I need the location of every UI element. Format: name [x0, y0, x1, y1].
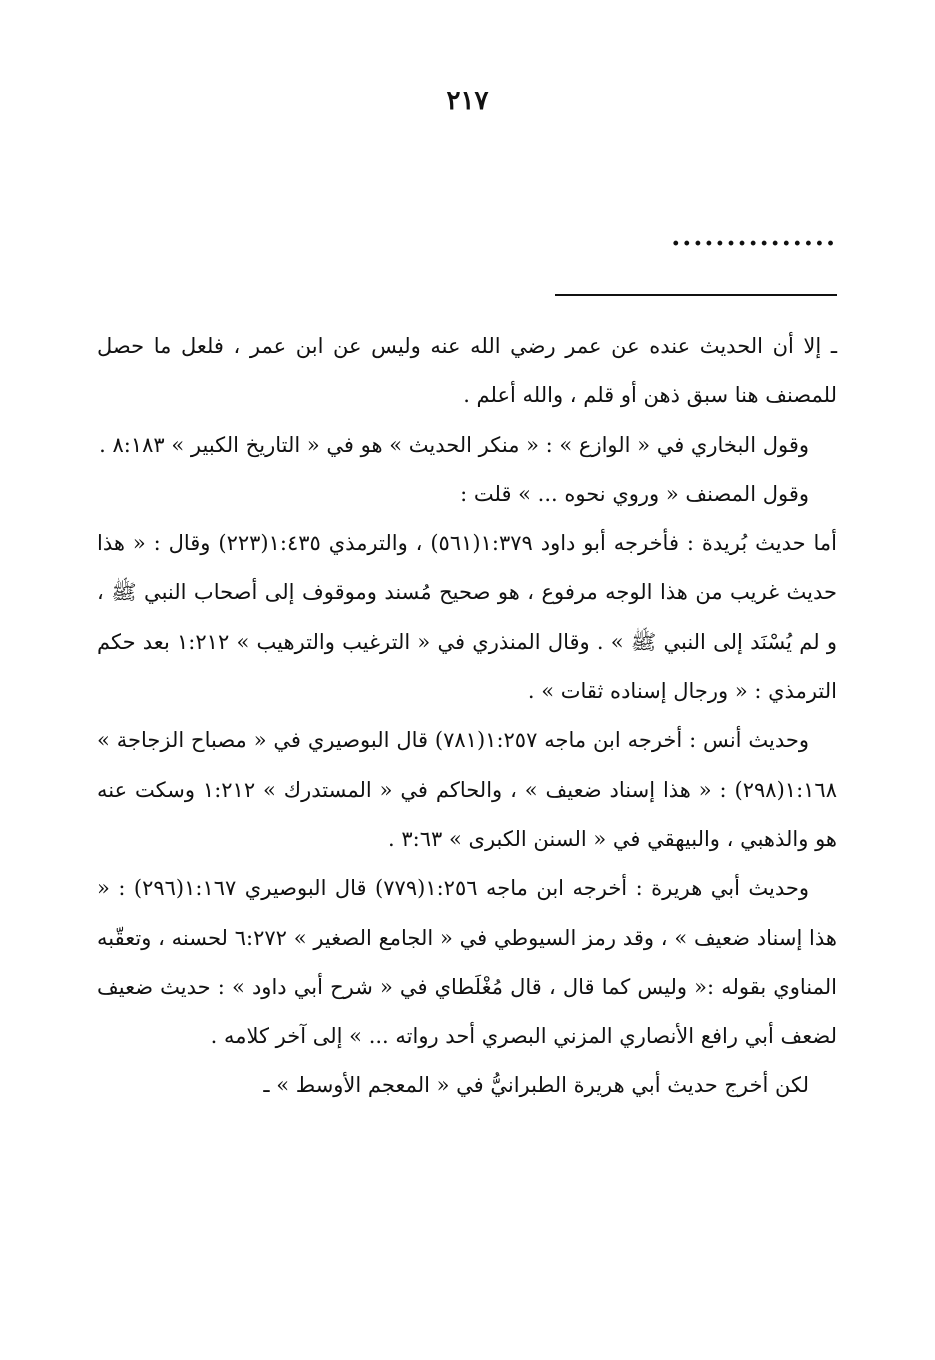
paragraph-bukhari: وقول البخاري في « الوازع » : « منكر الحديث » هو في « التاريخ الكبير » ٨:١٨٣ .: [99, 432, 809, 457]
paragraph-abu-hurayra: وحديث أبي هريرة : أخرجه ابن ماجه ١:٢٥٦(٧٧٩) قال البوصيري ١:١٦٧(٢٩٦) : « هذا إسناد ضعيف » ، وقد رمز السيوطي في « الجامع الصغير » ٦:٢٧٢ لحسنه ، وتعقّبه المناوي بقوله :« وليس كما قال ، قال مُغْلَطاي في « شرح أبي داود » : حديث ضعيف لضعف أبي رافع الأنصاري المزني البصري أحد رواته ... » إلى آخر كلامه .: [97, 876, 837, 1049]
footnote-separator-line: [555, 294, 837, 296]
paragraph-anas: وحديث أنس : أخرجه ابن ماجه ١:٢٥٧(٧٨١) قال البوصيري في « مصباح الزجاجة » ١:١٦٨(٢٩٨) : « هذا إسناد ضعيف » ، والحاكم في « المستدرك » ١:٢١٢ وسكت عنه هو والذهبي ، والبيهقي في « السنن الكبرى » ٣:٦٣ .: [97, 728, 837, 851]
paragraph-tabarani: لكن أخرج حديث أبي هريرة الطبرانيُّ في « المعجم الأوسط » ـ: [263, 1073, 809, 1098]
separator-dots: ...............: [671, 222, 837, 252]
page-number: ٢١٧: [446, 86, 489, 116]
paragraph-buraida: أما حديث بُريدة : فأخرجه أبو داود ١:٣٧٩(٥٦١) ، والترمذي ١:٤٣٥(٢٢٣) وقال : « هذا حديث غريب من هذا الوجه مرفوع ، هو صحيح مُسند وموقوف إلى أصحاب النبي ﷺ ، و لم يُسْنَد إلى النبي ﷺ » . وقال المنذري في « الترغيب والترهيب » ١:٢١٢ بعد حكم الترمذي : « ورجال إسناده ثقات » .: [97, 531, 838, 704]
body-text: [97, 322, 837, 1111]
paragraph-musannif: وقول المصنف « وروي نحوه ... » قلت :: [460, 481, 809, 506]
paragraph-continuation: ـ إلا أن الحديث عنده عن عمر رضي الله عنه وليس عن ابن عمر ، فلعل ما حصل للمصنف هنا سبق ذهن أو قلم ، والله أعلم .: [97, 334, 837, 408]
